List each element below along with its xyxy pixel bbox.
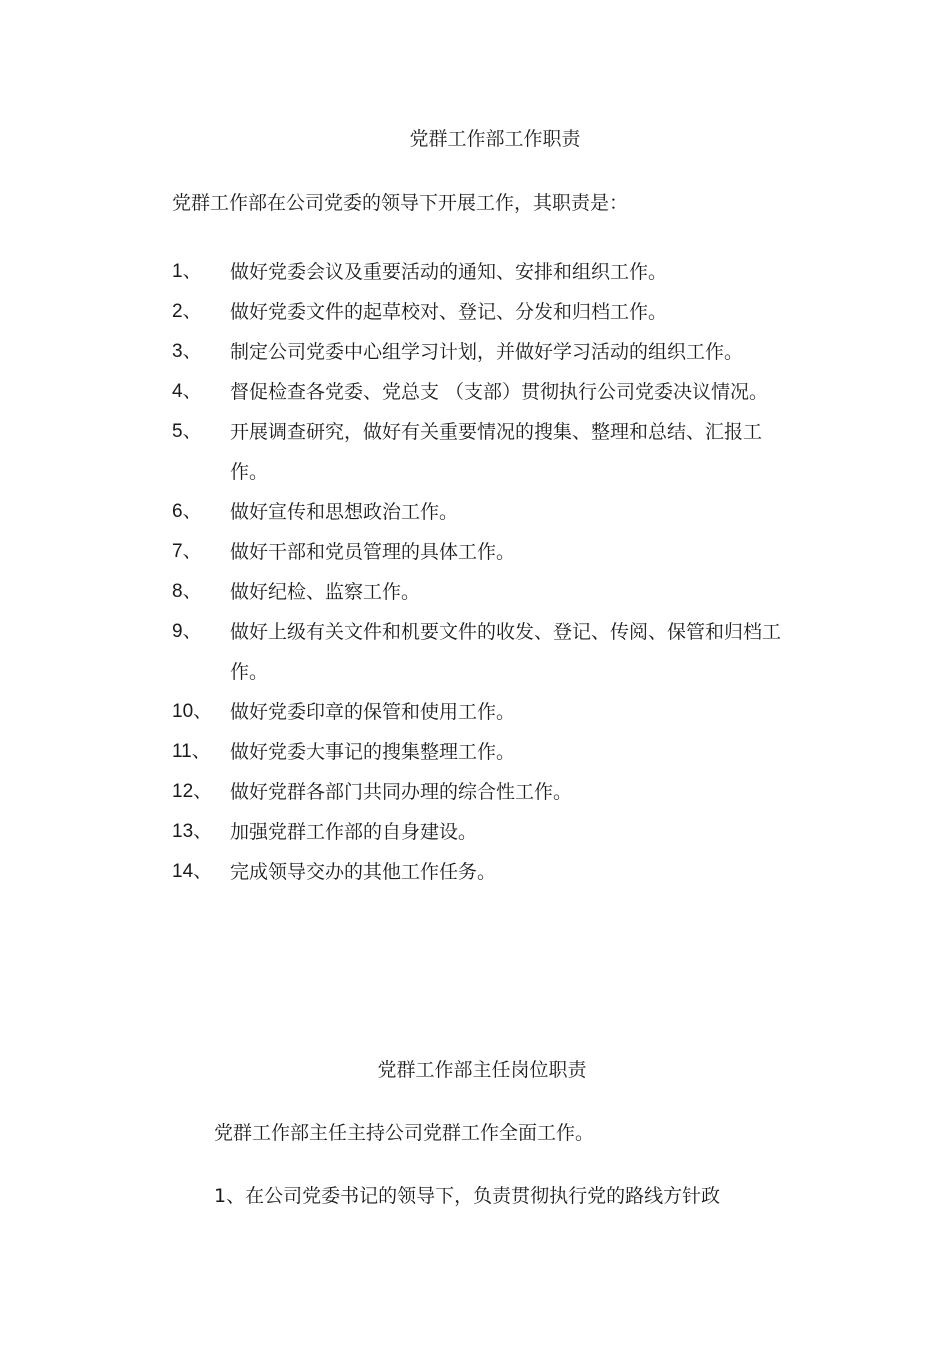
list-item-number: 13、: [172, 821, 213, 842]
list-item-number: 8、: [172, 581, 202, 602]
list-item-text: 做好党群各部门共同办理的综合性工作。: [230, 781, 573, 803]
list-item-number: 2、: [172, 301, 202, 322]
list-item-text: 开展调查研究，做好有关重要情况的搜集、整理和总结、汇报工作。: [230, 421, 763, 483]
list-item-text: 做好纪检、监察工作。: [230, 581, 421, 603]
list-item-text: 督促检查各党委、党总支 （支部）贯彻执行公司党委决议情况。: [230, 381, 769, 403]
list-item-number: 14、: [172, 861, 213, 882]
list-item: [172, 292, 782, 332]
list-item-number: 1、: [172, 261, 202, 282]
list-item: [172, 772, 782, 812]
list-item: [172, 812, 782, 852]
list-item: [172, 532, 782, 572]
list-item: [172, 252, 782, 292]
list-item: [172, 412, 782, 492]
list-item-number: 4、: [172, 381, 202, 402]
section1-title: 党群工作部工作职责: [409, 128, 581, 150]
section2-title: 党群工作部主任岗位职责: [377, 1059, 587, 1081]
list-item: [172, 692, 782, 732]
list-item-text: 加强党群工作部的自身建设。: [230, 821, 478, 843]
list-item: [172, 612, 782, 692]
list-item-number: 5、: [172, 421, 202, 442]
section2-intro: 党群工作部主任主持公司党群工作全面工作。: [214, 1122, 595, 1144]
list-item-number: 7、: [172, 541, 202, 562]
list-item-text: 做好党委印章的保管和使用工作。: [230, 701, 516, 723]
list-item-text: 做好宣传和思想政治工作。: [230, 501, 459, 523]
list-item-number: 3、: [172, 341, 202, 362]
list-item-text: 做好党委会议及重要活动的通知、安排和组织工作。: [230, 261, 668, 283]
duty-list: [172, 252, 782, 892]
list-item-text: 做好党委大事记的搜集整理工作。: [230, 741, 516, 763]
list-item-text: 做好上级有关文件和机要文件的收发、登记、传阅、保管和归档工作。: [230, 621, 782, 683]
list-item-text: 制定公司党委中心组学习计划，并做好学习活动的组织工作。: [230, 341, 744, 363]
list-item-number: 11、: [172, 741, 211, 762]
list-item: [172, 332, 782, 372]
section1-intro: 党群工作部在公司党委的领导下开展工作，其职责是：: [172, 192, 629, 214]
list-item: [172, 492, 782, 532]
list-item-text: 做好干部和党员管理的具体工作。: [230, 541, 516, 563]
list-item-number: 12、: [172, 781, 213, 802]
list-item: [172, 572, 782, 612]
list-item: [172, 732, 782, 772]
list-item-number: 10、: [172, 701, 213, 722]
section2-item-1: 1、在公司党委书记的领导下，负责贯彻执行党的路线方针政: [214, 1185, 721, 1207]
list-item-number: 9、: [172, 621, 202, 642]
list-item-number: 6、: [172, 501, 202, 522]
list-item-text: 做好党委文件的起草校对、登记、分发和归档工作。: [230, 301, 668, 323]
list-item-text: 完成领导交办的其他工作任务。: [230, 861, 497, 883]
list-item: [172, 372, 782, 412]
list-item: [172, 852, 782, 892]
